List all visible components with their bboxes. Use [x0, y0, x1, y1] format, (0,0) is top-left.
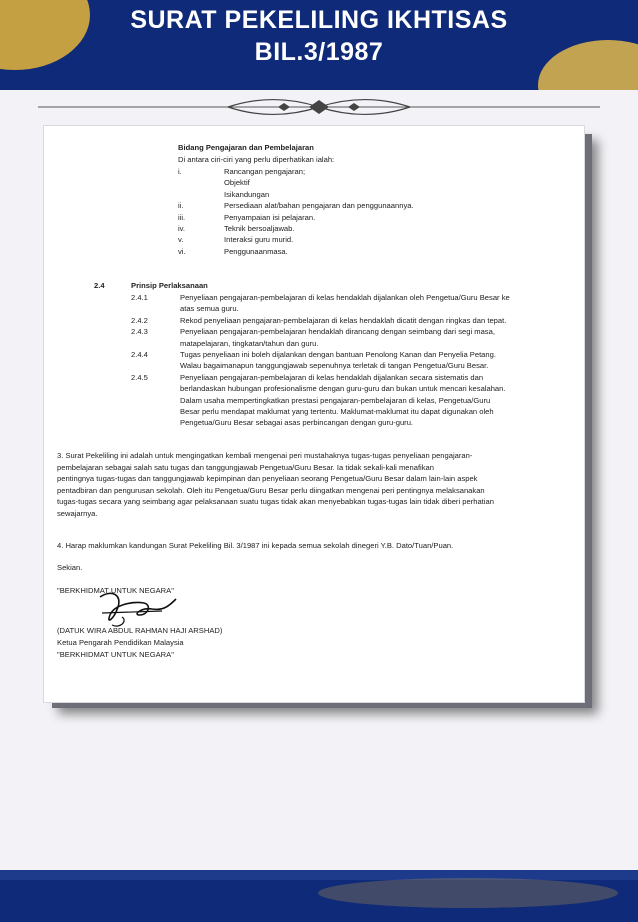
subsection-line: Dalam usaha mempertingkatkan prestasi pengajaran-pembelajaran di kelas, Pengetua/Guru: [180, 395, 491, 405]
motto-text: "BERKHIDMAT UNTUK NEGARA": [57, 586, 174, 595]
section-title: Bidang Pengajaran dan Pembelajaran: [178, 143, 314, 152]
footer-decoration: [318, 878, 618, 908]
subsection-line: Besar perlu mendapat maklumat yang tertentu. Maklumat-maklumat itu dapat digunakan oleh: [180, 407, 494, 416]
title-line-1: SURAT PEKELILING IKHTISAS: [130, 6, 508, 34]
subsection-line: Penyeliaan pengajaran-pembelajaran hendaklah dirancang dengan seimbang dari segi masa,: [180, 327, 495, 337]
paragraph-line: sewajarnya.: [57, 509, 98, 518]
paragraph-line: tugas-tugas secara yang seimbang agar pelaksanaan suatu tugas tidak akan menyebabkan tugas-tugas lain tidak diberi perhatian: [57, 497, 494, 507]
section-number: 2.4: [94, 281, 105, 290]
signatory-position: Ketua Pengarah Pendidikan Malaysia: [57, 638, 184, 647]
list-item-number: vi.: [178, 246, 186, 256]
list-item-number: iv.: [178, 224, 186, 233]
paragraph-4: 4. Harap maklumkan kandungan Surat Pekeliling Bil. 3/1987 ini kepada semua sekolah dinegeri Y.B. Dato/Tuan/Puan.: [57, 541, 454, 550]
paragraph-line: 3. Surat Pekeliling ini adalah untuk mengingatkan kembali mengenai peri mustahaknya tugas-tugas penyeliaan pengajaran-: [57, 451, 473, 460]
subsection-number: 2.4.4: [131, 350, 148, 359]
list-item-text: Rancangan pengajaran;: [224, 167, 306, 176]
paragraph-line: pentingnya tugas-tugas dan tanggungjawab kepimpinan dan penyeliaan seorang Pengetua/Guru Besar dalam lain-lain aspek: [57, 474, 478, 484]
paragraph-line: pembelajaran sebagai salah satu tugas dan tanggungjawab Pengetua/Guru Besar. Ia tidak sekali-kali menafikan: [57, 462, 434, 472]
signature-icon: [92, 585, 182, 635]
list-item-text: Interaksi guru murid.: [224, 235, 294, 245]
subsection-line: Penyeliaan pengajaran-pembelajaran di kelas hendaklah dijalankan oleh Pengetua/Guru Besar ke: [180, 293, 510, 302]
intro-text: Di antara ciri-ciri yang perlu diperhatikan ialah:: [178, 155, 335, 164]
list-item-text: Teknik bersoaljawab.: [224, 224, 295, 233]
ornament-divider-icon: [38, 97, 600, 117]
subsection-line: matapelajaran, tingkatan/tahun dan guru.: [180, 338, 319, 348]
subsection-line: Penyeliaan pengajaran-pembelajaran di kelas hendaklah dijalankan secara sistematis dan: [180, 372, 484, 382]
subsection-number: 2.4.5: [131, 372, 148, 382]
title-banner: [0, 0, 638, 90]
list-item-text: Objektif: [224, 178, 250, 188]
subsection-line: Pengetua/Guru Besar sebagai asas perbincangan dengan guru-guru.: [180, 418, 414, 428]
subsection-number: 2.4.1: [131, 293, 148, 302]
list-item-text: Penyampaian isi pelajaran.: [224, 212, 316, 222]
paragraph-line: pentadbiran dan pengurusan sekolah. Oleh itu Pengetua/Guru Besar perlu diingatkan mengenai peri pentingnya melaksanakan: [57, 485, 485, 495]
subsection-line: Walau bagaimanapun tanggungjawab sepenuhnya terletak di tangan Pengetua/Guru Besar.: [180, 361, 489, 371]
subsection-number: 2.4.3: [131, 327, 148, 337]
list-item-number: iii.: [178, 212, 186, 222]
subsection-number: 2.4.2: [131, 315, 148, 325]
signatory-name: (DATUK WIRA ABDUL RAHMAN HAJI ARSHAD): [57, 626, 223, 635]
motto-text: "BERKHIDMAT UNTUK NEGARA": [57, 650, 174, 659]
list-item-text: Penggunaanmasa.: [224, 246, 288, 256]
list-item-number: v.: [178, 235, 184, 245]
closing-text: Sekian.: [57, 563, 83, 572]
section-heading: Prinsip Perlaksanaan: [131, 281, 208, 290]
list-item-text: Persediaan alat/bahan pengajaran dan penggunaannya.: [224, 201, 414, 211]
footer-band: [0, 870, 638, 880]
list-item-number: i.: [178, 167, 182, 176]
subsection-line: Tugas penyeliaan ini boleh dijalankan dengan bantuan Penolong Kanan dan Penyelia Petang.: [180, 350, 496, 359]
footer-banner: [0, 870, 638, 922]
list-item-number: ii.: [178, 201, 184, 211]
subsection-line: Rekod penyeliaan pengajaran-pembelajaran di kelas hendaklah dicatit dengan ringkas dan tepat.: [180, 315, 507, 325]
list-item-text: Isikandungan: [224, 189, 270, 199]
subsection-line: berlandaskan hubungan profesionalisme dengan guru-guru dan bukan untuk mencari kesalahan.: [180, 384, 506, 394]
subsection-line: atas semua guru.: [180, 304, 239, 314]
title-line-2: BIL.3/1987: [254, 38, 384, 66]
